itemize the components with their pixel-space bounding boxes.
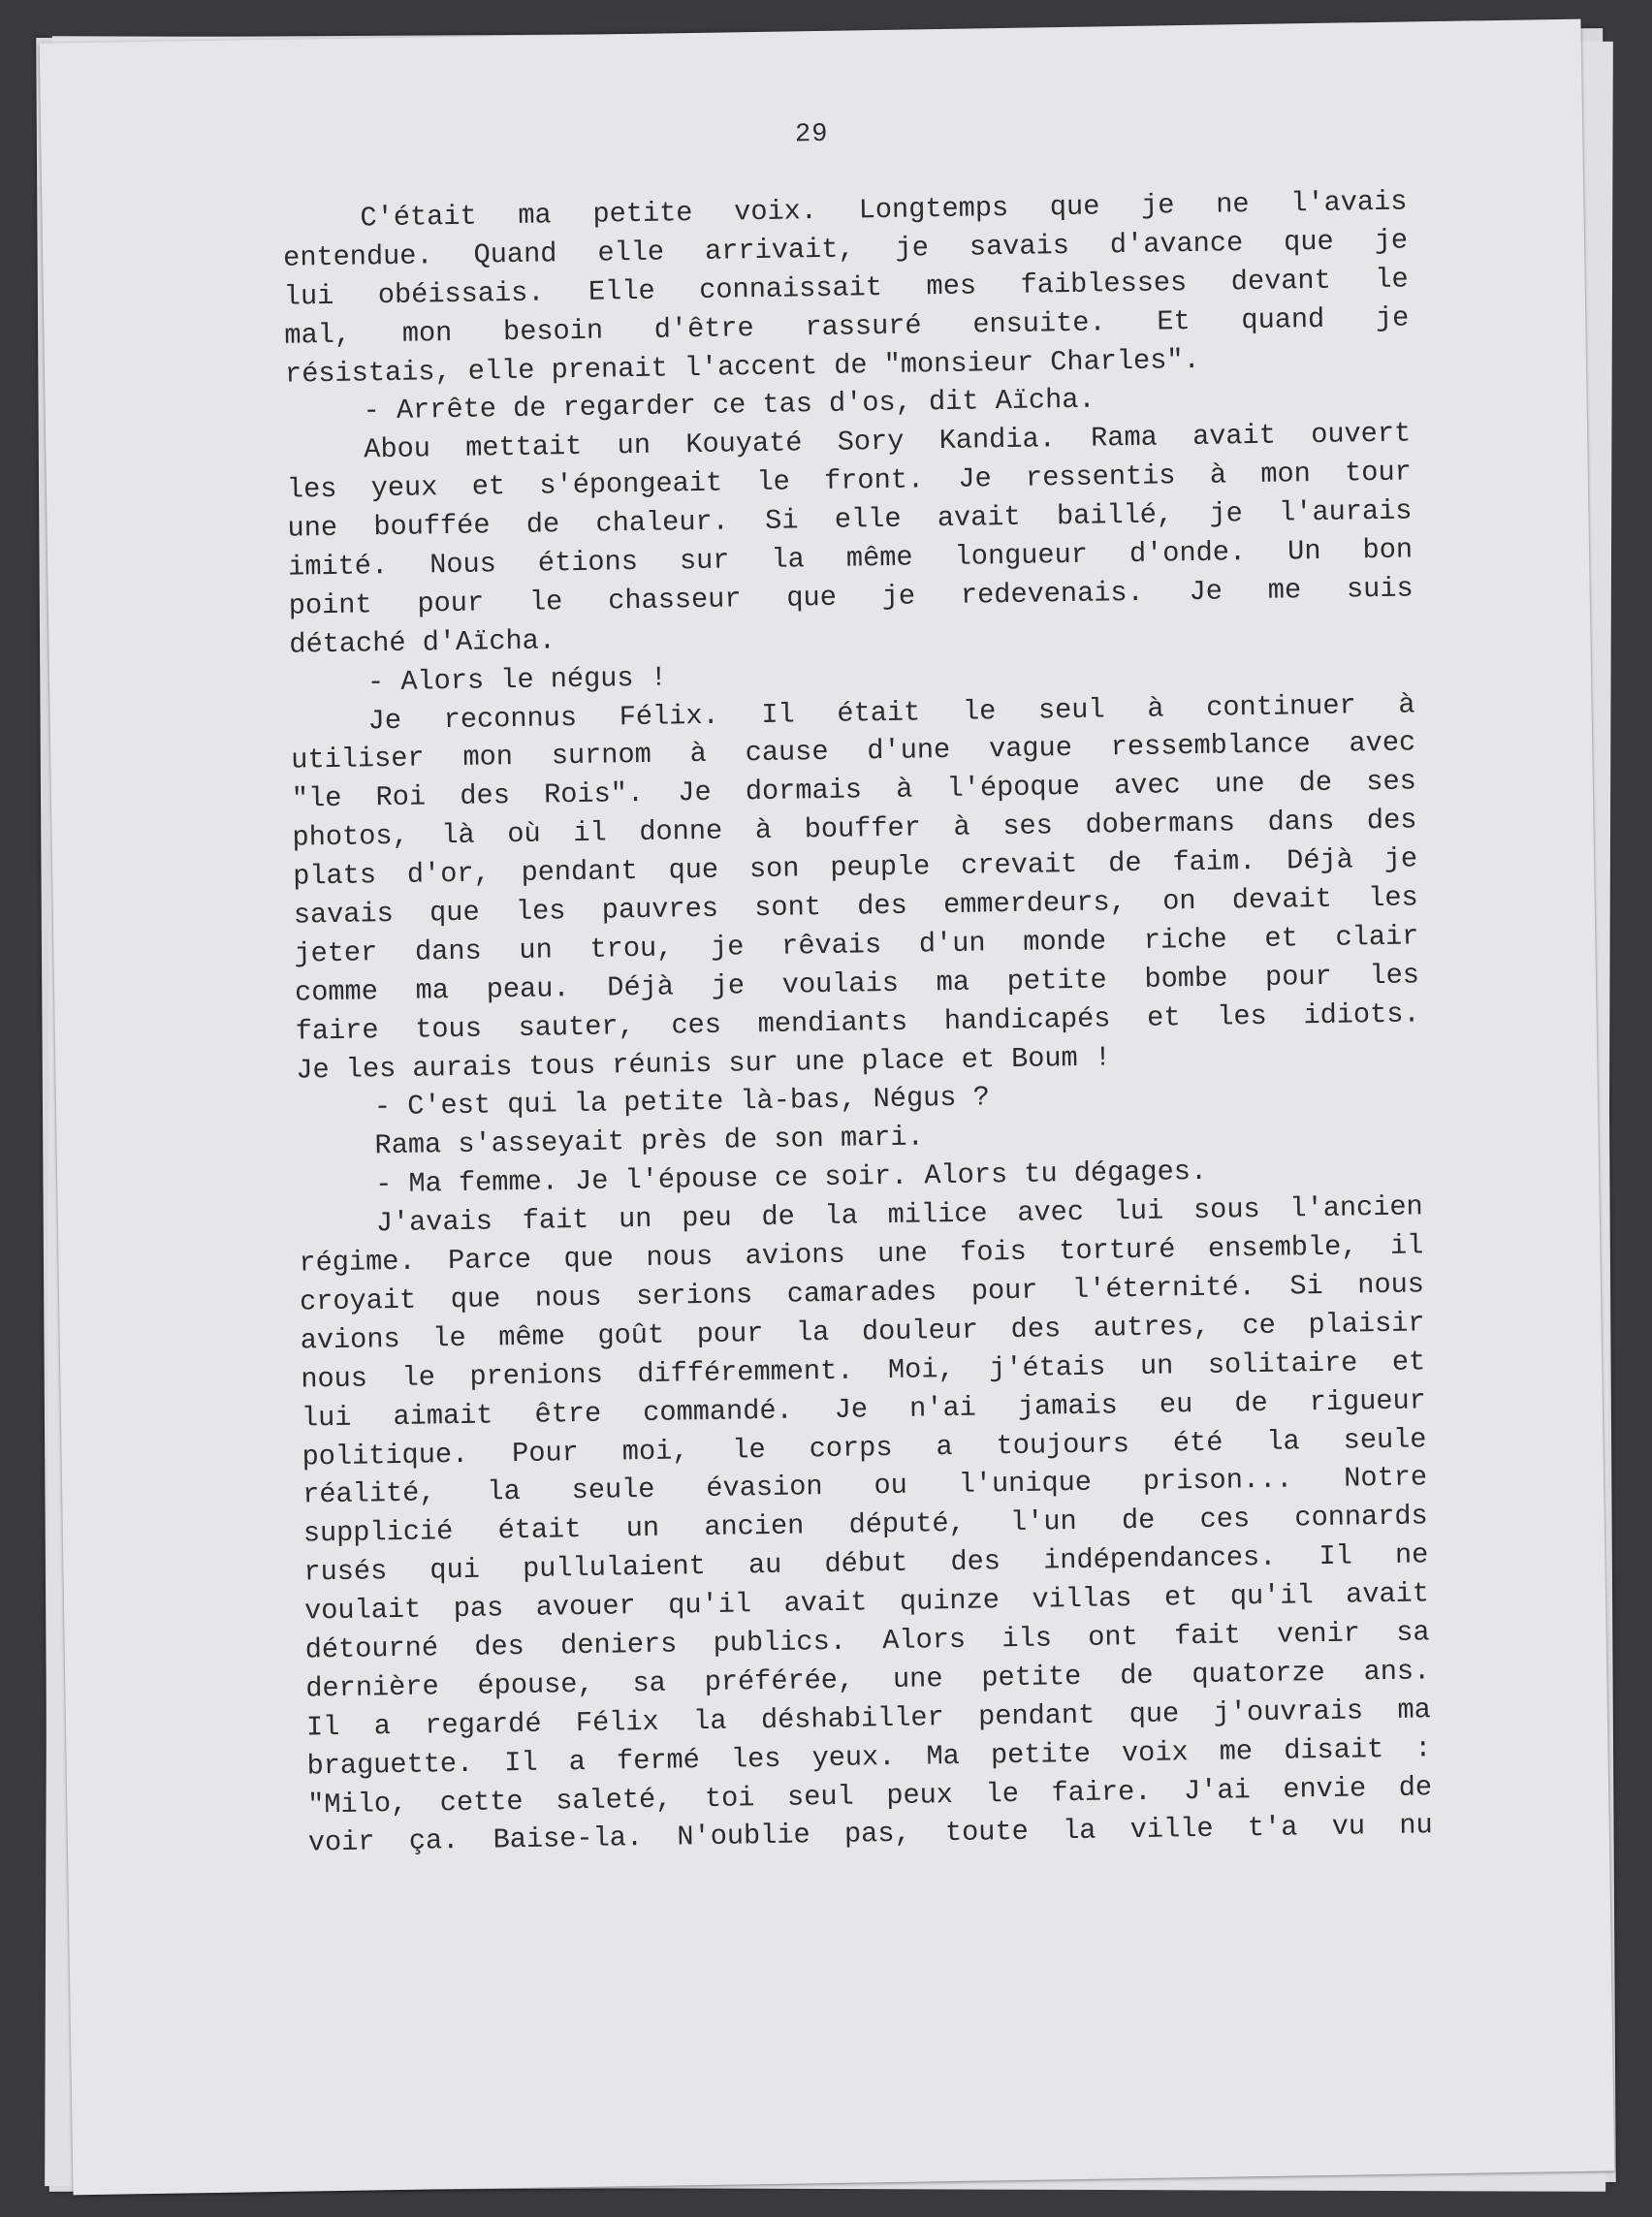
- text-line: utiliser mon surnom à cause d'une vague ressemblance avec: [291, 726, 1416, 777]
- text-line: voir ça. Baise-la. N'oublie pas, toute la ville t'a vu nu: [307, 1809, 1433, 1859]
- text-line: avions le même goût pour la douleur des autres, ce plaisir: [300, 1307, 1425, 1357]
- text-line: imité. Nous étions sur la même longueur d'onde. Un bon: [287, 533, 1414, 584]
- text-line: dernière épouse, sa préférée, une petite de quatorze ans.: [305, 1655, 1431, 1705]
- text-line: - Ma femme. Je l'épouse ce soir. Alors tu dégages.: [374, 1156, 1208, 1201]
- text-line: voulait pas avouer qu'il avait quinze villas et qu'il avait: [303, 1577, 1430, 1628]
- page-text: [282, 182, 1433, 1862]
- text-line: entendue. Quand elle arrivait, je savais d'avance que je: [282, 224, 1409, 274]
- text-line: croyait que nous serions camarades pour l'éternité. Si nous: [299, 1268, 1425, 1318]
- text-line: réalité, la seule évasion ou l'unique prison... Notre: [302, 1461, 1428, 1511]
- text-line: photos, là où il donne à bouffer à ses dobermans dans des: [292, 804, 1417, 854]
- text-line: Je reconnus Félix. Il était le seul à continuer à: [367, 688, 1415, 737]
- text-line: Je les aurais tous réunis sur une place et Boum !: [296, 1040, 1112, 1087]
- text-line: régime. Parce que nous avions une fois torturé ensemble, il: [299, 1229, 1424, 1280]
- text-line: "le Roi des Rois". Je dormais à l'époque avec une de ses: [291, 765, 1417, 815]
- text-line: lui aimait être commandé. Je n'ai jamais eu de rigueur: [301, 1383, 1427, 1435]
- text-line: - C'est qui la petite là-bas, Négus ?: [373, 1081, 991, 1124]
- text-line: mal, mon besoin d'être rassuré ensuite. Et quand je: [284, 301, 1410, 352]
- text-line: rusés qui pullulaient au début des indépendances. Il ne: [303, 1538, 1429, 1589]
- text-line: braguette. Il a fermé les yeux. Ma petite voix me disait :: [306, 1731, 1432, 1783]
- text-line: détourné des deniers publics. Alors ils ont fait venir sa: [304, 1616, 1430, 1666]
- text-line: Rama s'asseyait près de son mari.: [374, 1121, 925, 1162]
- text-line: une bouffée de chaleur. Si elle avait baillé, je l'aurais: [287, 494, 1413, 545]
- text-line: "Milo, cette saleté, toi seul peux le faire. J'ai envie de: [306, 1770, 1433, 1821]
- text-line: plats d'or, pendant que son peuple crevait de faim. Déjà je: [292, 842, 1418, 893]
- text-line: savais que les pauvres sont des emmerdeurs, on devait les: [293, 881, 1418, 932]
- text-line: les yeux et s'épongeait le front. Je ressentis à mon tour: [286, 456, 1413, 506]
- manuscript-page: [40, 19, 1615, 2196]
- text-line: C'était ma petite voix. Longtemps que je ne l'avais: [360, 185, 1408, 235]
- text-line: - Alors le négus !: [366, 661, 668, 699]
- text-line: point pour le chasseur que je redevenais. Je me suis: [288, 572, 1414, 622]
- text-line: Il a regardé Félix la déshabiller pendant que j'ouvrais ma: [305, 1694, 1432, 1744]
- text-line: Abou mettait un Kouyaté Sory Kandia. Rama avait ouvert: [364, 417, 1412, 466]
- text-line: lui obéissais. Elle connaissait mes faiblesses devant le: [283, 263, 1409, 313]
- text-line: détaché d'Aïcha.: [289, 624, 556, 661]
- page-number: 29: [794, 119, 829, 150]
- text-line: jeter dans un trou, je rêvais d'un monde riche et clair: [294, 920, 1419, 970]
- text-line: comme ma peau. Déjà je voulais ma petite bombe pour les: [294, 959, 1420, 1009]
- text-line: politique. Pour moi, le corps a toujours été la seule: [302, 1422, 1427, 1473]
- text-line: résistais, elle prenait l'accent de "monsieur Charles".: [284, 343, 1200, 391]
- text-line: - Arrête de regarder ce tas d'os, dit Aïcha.: [363, 384, 1096, 428]
- text-line: faire tous sauter, ces mendiants handicapés et les idiots.: [295, 998, 1420, 1048]
- text-line: nous le prenions différemment. Moi, j'étais un solitaire et: [301, 1346, 1426, 1396]
- text-line: supplicié était un ancien député, l'un de ces connards: [302, 1500, 1428, 1550]
- text-line: J'avais fait un peu de la milice avec lui sous l'ancien: [375, 1190, 1423, 1240]
